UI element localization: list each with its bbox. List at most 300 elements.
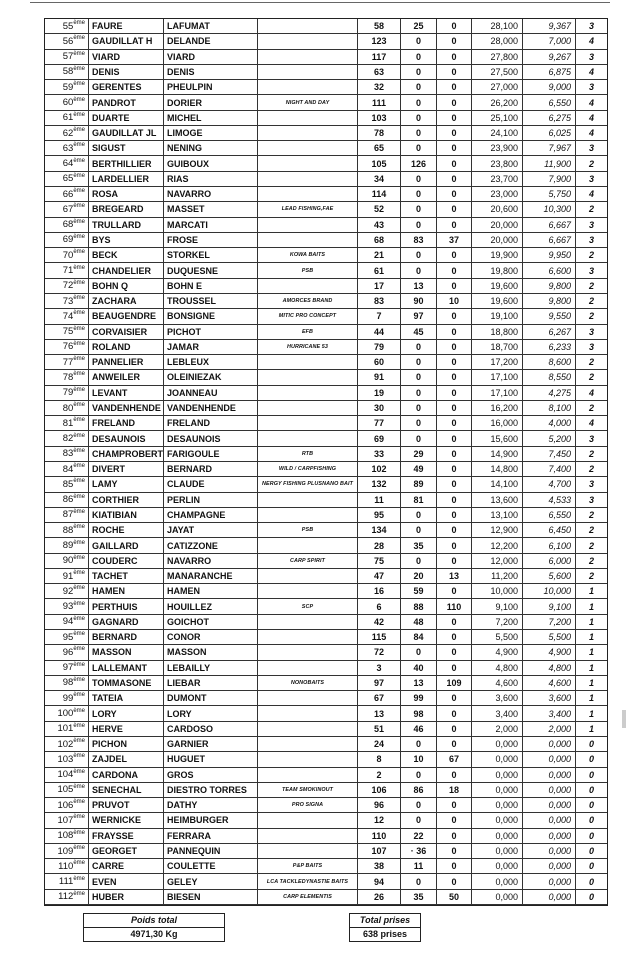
catch-c-cell: 18: [437, 783, 472, 798]
catch-a-cell: 13: [358, 706, 401, 721]
first-name-cell: DIESTRO TORRES: [164, 783, 258, 798]
team-cell: WILD / CARPFISHING: [258, 462, 358, 477]
weight-cell: 18,800: [472, 325, 523, 340]
rank-cell: [45, 172, 89, 187]
points-cell: 3: [576, 218, 607, 233]
average-cell: 3,400: [523, 706, 576, 721]
team-cell: AMORCES BRAND: [258, 294, 358, 309]
catch-b-cell: 0: [401, 874, 437, 889]
last-name-cell: HUBER: [89, 890, 164, 905]
rank-suffix: ème: [73, 371, 85, 378]
rank-number: 72: [62, 280, 74, 292]
catch-a-cell: 67: [358, 691, 401, 706]
average-cell: 6,875: [523, 65, 576, 80]
catch-a-cell: 17: [358, 279, 401, 294]
rank-suffix: ème: [73, 829, 85, 836]
rank-suffix: ème: [73, 35, 85, 42]
rank-cell: [45, 676, 89, 691]
weight-cell: 0,000: [472, 737, 523, 752]
team-cell: NIGHT AND DAY: [258, 95, 358, 110]
rank-cell: [45, 599, 89, 614]
catch-b-cell: 0: [401, 431, 437, 446]
rank-number: 70: [62, 249, 74, 261]
rank-suffix: ème: [73, 570, 85, 577]
rank-cell: [45, 309, 89, 324]
rank-suffix: ème: [73, 356, 85, 363]
last-name-cell: GAUDILLAT JL: [89, 126, 164, 141]
catch-c-cell: 0: [437, 34, 472, 49]
catch-a-cell: 60: [358, 355, 401, 370]
first-name-cell: JAMAR: [164, 340, 258, 355]
last-name-cell: HAMEN: [89, 584, 164, 599]
points-cell: 3: [576, 431, 607, 446]
rank-suffix: ème: [73, 615, 85, 622]
catch-a-cell: 103: [358, 111, 401, 126]
rank-cell: [45, 447, 89, 462]
catch-b-cell: 0: [401, 523, 437, 538]
last-name-cell: GAILLARD: [89, 538, 164, 553]
points-cell: 2: [576, 355, 607, 370]
catch-b-cell: 0: [401, 50, 437, 65]
points-cell: 1: [576, 615, 607, 630]
weight-cell: 17,200: [472, 355, 523, 370]
rank-number: 93: [62, 601, 74, 613]
team-cell: SCP: [258, 599, 358, 614]
last-name-cell: ANWEILER: [89, 370, 164, 385]
catch-b-cell: 0: [401, 172, 437, 187]
catch-c-cell: 0: [437, 874, 472, 889]
points-cell: 0: [576, 752, 607, 767]
last-name-cell: ROSA: [89, 187, 164, 202]
catch-b-cell: 0: [401, 263, 437, 278]
points-cell: 2: [576, 202, 607, 217]
catch-c-cell: 0: [437, 768, 472, 783]
rank-number: 112: [58, 891, 74, 903]
points-cell: 3: [576, 340, 607, 355]
total-catches-value: 638 prises: [362, 929, 408, 939]
team-cell: HURRICANE 53: [258, 340, 358, 355]
last-name-cell: LORY: [89, 706, 164, 721]
points-cell: 4: [576, 34, 607, 49]
rank-cell: [45, 340, 89, 355]
catch-b-cell: 81: [401, 493, 437, 508]
points-cell: 1: [576, 645, 607, 660]
rank-number: 69: [62, 234, 74, 246]
last-name-cell: CARDONA: [89, 768, 164, 783]
rank-number: 98: [62, 677, 74, 689]
rank-number: 105: [57, 784, 74, 796]
points-cell: 2: [576, 294, 607, 309]
catch-a-cell: 43: [358, 218, 401, 233]
last-name-cell: DESAUNOIS: [89, 431, 164, 446]
catch-c-cell: 0: [437, 19, 472, 34]
team-cell: [258, 508, 358, 523]
rank-cell: [45, 80, 89, 95]
first-name-cell: MASSON: [164, 645, 258, 660]
rank-cell: [45, 248, 89, 263]
rank-suffix: ème: [73, 172, 85, 179]
weight-cell: 4,800: [472, 661, 523, 676]
rank-cell: [45, 431, 89, 446]
average-cell: 7,900: [523, 172, 576, 187]
rank-suffix: ème: [73, 738, 85, 745]
weight-cell: 3,600: [472, 691, 523, 706]
total-weight-label: Poids total: [84, 914, 224, 928]
rank-cell: [45, 65, 89, 80]
points-cell: 1: [576, 722, 607, 737]
first-name-cell: CLAUDE: [164, 477, 258, 492]
catch-c-cell: 0: [437, 65, 472, 80]
average-cell: 11,900: [523, 156, 576, 171]
points-cell: 4: [576, 416, 607, 431]
rank-cell: [45, 401, 89, 416]
catch-a-cell: 33: [358, 447, 401, 462]
team-cell: [258, 355, 358, 370]
first-name-cell: STORKEL: [164, 248, 258, 263]
catch-c-cell: 0: [437, 80, 472, 95]
weight-cell: 4,600: [472, 676, 523, 691]
rank-cell: [45, 370, 89, 385]
average-cell: 9,550: [523, 309, 576, 324]
catch-b-cell: 59: [401, 584, 437, 599]
average-cell: 8,100: [523, 401, 576, 416]
average-cell: 7,450: [523, 447, 576, 462]
weight-cell: 0,000: [472, 844, 523, 859]
catch-a-cell: 51: [358, 722, 401, 737]
first-name-cell: BERNARD: [164, 462, 258, 477]
weight-cell: 12,200: [472, 538, 523, 553]
weight-cell: 24,100: [472, 126, 523, 141]
catch-a-cell: 34: [358, 172, 401, 187]
rank-number: 75: [62, 326, 74, 338]
rank-cell: [45, 569, 89, 584]
rank-cell: [45, 661, 89, 676]
rank-number: 76: [62, 341, 74, 353]
points-cell: 2: [576, 401, 607, 416]
catch-b-cell: 35: [401, 890, 437, 905]
points-cell: 3: [576, 19, 607, 34]
last-name-cell: HERVE: [89, 722, 164, 737]
rank-number: 89: [62, 540, 74, 551]
catch-c-cell: 0: [437, 156, 472, 171]
weight-cell: 0,000: [472, 874, 523, 889]
catch-c-cell: 0: [437, 95, 472, 110]
rank-cell: [45, 325, 89, 340]
rank-suffix: ème: [73, 631, 85, 638]
average-cell: 6,450: [523, 523, 576, 538]
points-cell: 2: [576, 569, 607, 584]
catch-c-cell: 0: [437, 126, 472, 141]
rank-number: 67: [62, 203, 74, 215]
first-name-cell: PERLIN: [164, 493, 258, 508]
last-name-cell: CORTHIER: [89, 493, 164, 508]
catch-c-cell: 0: [437, 309, 472, 324]
rank-number: 107: [57, 814, 74, 826]
rank-cell: [45, 783, 89, 798]
points-cell: 1: [576, 691, 607, 706]
points-cell: 3: [576, 141, 607, 156]
average-cell: 6,000: [523, 554, 576, 569]
points-cell: 2: [576, 508, 607, 523]
points-cell: 2: [576, 370, 607, 385]
team-cell: [258, 111, 358, 126]
catch-c-cell: 0: [437, 263, 472, 278]
rank-cell: [45, 218, 89, 233]
rank-suffix: ème: [73, 463, 85, 470]
rank-number: 86: [62, 494, 74, 506]
catch-b-cell: 84: [401, 630, 437, 645]
rank-number: 108: [57, 830, 74, 842]
catch-c-cell: 0: [437, 722, 472, 737]
points-cell: 0: [576, 859, 607, 874]
rank-cell: [45, 19, 89, 34]
catch-a-cell: 111: [358, 95, 401, 110]
catch-b-cell: 0: [401, 355, 437, 370]
weight-cell: 20,000: [472, 233, 523, 248]
catch-c-cell: 0: [437, 462, 472, 477]
average-cell: 4,000: [523, 416, 576, 431]
rank-suffix: ème: [73, 524, 85, 531]
catch-c-cell: 0: [437, 798, 472, 813]
first-name-cell: BOHN E: [164, 279, 258, 294]
last-name-cell: PRUVOT: [89, 798, 164, 813]
rank-number: 104: [57, 769, 74, 781]
points-cell: 4: [576, 126, 607, 141]
first-name-cell: FARIGOULE: [164, 447, 258, 462]
catch-b-cell: 0: [401, 218, 437, 233]
rank-cell: [45, 859, 89, 874]
last-name-cell: VIARD: [89, 50, 164, 65]
team-cell: [258, 722, 358, 737]
first-name-cell: BONSIGNE: [164, 309, 258, 324]
average-cell: 0,000: [523, 829, 576, 844]
weight-cell: 11,200: [472, 569, 523, 584]
weight-cell: 12,000: [472, 554, 523, 569]
rank-cell: [45, 813, 89, 828]
weight-cell: 19,900: [472, 248, 523, 263]
last-name-cell: TRULLARD: [89, 218, 164, 233]
catch-b-cell: 13: [401, 279, 437, 294]
average-cell: 6,233: [523, 340, 576, 355]
last-name-cell: LAMY: [89, 477, 164, 492]
catch-b-cell: 0: [401, 187, 437, 202]
weight-cell: 27,000: [472, 80, 523, 95]
weight-cell: 0,000: [472, 783, 523, 798]
rank-suffix: ème: [73, 890, 85, 897]
team-cell: [258, 661, 358, 676]
last-name-cell: FRELAND: [89, 416, 164, 431]
last-name-cell: ZACHARA: [89, 294, 164, 309]
first-name-cell: HAMEN: [164, 584, 258, 599]
team-cell: [258, 691, 358, 706]
catch-c-cell: 0: [437, 401, 472, 416]
first-name-cell: DATHY: [164, 798, 258, 813]
rank-cell: [45, 630, 89, 645]
team-cell: [258, 844, 358, 859]
weight-cell: 23,800: [472, 156, 523, 171]
rank-suffix: ème: [73, 386, 85, 393]
last-name-cell: ZAJDEL: [89, 752, 164, 767]
rank-cell: [45, 156, 89, 171]
team-cell: LEAD FISHING,FAE: [258, 202, 358, 217]
first-name-cell: LIEBAR: [164, 676, 258, 691]
first-name-cell: CONOR: [164, 630, 258, 645]
average-cell: 7,400: [523, 462, 576, 477]
rank-cell: [45, 706, 89, 721]
average-cell: 5,750: [523, 187, 576, 202]
average-cell: 9,800: [523, 279, 576, 294]
average-cell: 7,000: [523, 34, 576, 49]
catch-c-cell: 0: [437, 645, 472, 660]
last-name-cell: BEAUGENDRE: [89, 309, 164, 324]
catch-a-cell: 6: [358, 599, 401, 614]
weight-cell: 4,900: [472, 645, 523, 660]
weight-cell: 14,800: [472, 462, 523, 477]
last-name-cell: LALLEMANT: [89, 661, 164, 676]
rank-number: 88: [62, 524, 74, 536]
points-cell: 0: [576, 783, 607, 798]
average-cell: 9,367: [523, 19, 576, 34]
rank-cell: [45, 141, 89, 156]
last-name-cell: LARDELLIER: [89, 172, 164, 187]
team-cell: [258, 752, 358, 767]
catch-c-cell: 0: [437, 447, 472, 462]
first-name-cell: MICHEL: [164, 111, 258, 126]
catch-a-cell: 42: [358, 615, 401, 630]
points-cell: 0: [576, 737, 607, 752]
team-cell: [258, 630, 358, 645]
first-name-cell: COULETTE: [164, 859, 258, 874]
points-cell: 1: [576, 676, 607, 691]
catch-a-cell: 61: [358, 263, 401, 278]
team-cell: LCA TACKLEDYNASTIE BAITS: [258, 874, 358, 889]
rank-cell: [45, 202, 89, 217]
average-cell: 0,000: [523, 890, 576, 905]
points-cell: 2: [576, 309, 607, 324]
catch-b-cell: 0: [401, 554, 437, 569]
first-name-cell: PICHOT: [164, 325, 258, 340]
points-cell: 4: [576, 386, 607, 401]
last-name-cell: GAGNARD: [89, 615, 164, 630]
average-cell: 4,275: [523, 386, 576, 401]
average-cell: 6,667: [523, 233, 576, 248]
rank-suffix: ème: [73, 325, 85, 332]
rank-number: 81: [62, 417, 74, 429]
catch-b-cell: 0: [401, 340, 437, 355]
first-name-cell: CHAMPAGNE: [164, 508, 258, 523]
team-cell: P&P BAITS: [258, 859, 358, 874]
last-name-cell: LEVANT: [89, 386, 164, 401]
points-cell: 1: [576, 661, 607, 676]
catch-b-cell: 0: [401, 737, 437, 752]
team-cell: [258, 279, 358, 294]
points-cell: 3: [576, 493, 607, 508]
catch-a-cell: 132: [358, 477, 401, 492]
last-name-cell: BECK: [89, 248, 164, 263]
rank-number: 94: [62, 616, 74, 628]
average-cell: 4,533: [523, 493, 576, 508]
catch-a-cell: 94: [358, 874, 401, 889]
catch-b-cell: 0: [401, 80, 437, 95]
rank-suffix: ème: [73, 493, 85, 500]
catch-b-cell: 46: [401, 722, 437, 737]
catch-a-cell: 68: [358, 233, 401, 248]
average-cell: 4,800: [523, 661, 576, 676]
catch-a-cell: 28: [358, 538, 401, 553]
points-cell: 0: [576, 798, 607, 813]
rank-cell: [45, 752, 89, 767]
catch-b-cell: 90: [401, 294, 437, 309]
catch-a-cell: 105: [358, 156, 401, 171]
average-cell: 6,275: [523, 111, 576, 126]
weight-cell: 15,600: [472, 431, 523, 446]
rank-cell: [45, 874, 89, 889]
catch-b-cell: 99: [401, 691, 437, 706]
last-name-cell: SIGUST: [89, 141, 164, 156]
weight-cell: 3,400: [472, 706, 523, 721]
average-cell: 6,267: [523, 325, 576, 340]
average-cell: 6,025: [523, 126, 576, 141]
catch-c-cell: 50: [437, 890, 472, 905]
catch-c-cell: 0: [437, 141, 472, 156]
catch-b-cell: 29: [401, 447, 437, 462]
last-name-cell: WERNICKE: [89, 813, 164, 828]
average-cell: 6,550: [523, 95, 576, 110]
first-name-cell: LAFUMAT: [164, 19, 258, 34]
team-cell: [258, 65, 358, 80]
rank-number: 78: [62, 371, 74, 383]
team-cell: [258, 401, 358, 416]
first-name-cell: DESAUNOIS: [164, 431, 258, 446]
team-cell: [258, 233, 358, 248]
total-catches-label: Total prises: [350, 914, 420, 928]
catch-c-cell: 0: [437, 691, 472, 706]
points-cell: 2: [576, 248, 607, 263]
team-cell: [258, 813, 358, 828]
rank-cell: [45, 111, 89, 126]
catch-a-cell: 16: [358, 584, 401, 599]
last-name-cell: CORVAISIER: [89, 325, 164, 340]
last-name-cell: DIVERT: [89, 462, 164, 477]
first-name-cell: GOICHOT: [164, 615, 258, 630]
first-name-cell: DELANDE: [164, 34, 258, 49]
catch-b-cell: 89: [401, 477, 437, 492]
first-name-cell: NAVARRO: [164, 554, 258, 569]
weight-cell: 23,900: [472, 141, 523, 156]
first-name-cell: MARCATI: [164, 218, 258, 233]
catch-c-cell: 67: [437, 752, 472, 767]
catch-c-cell: 0: [437, 218, 472, 233]
catch-c-cell: 0: [437, 737, 472, 752]
team-cell: [258, 218, 358, 233]
rank-number: 109: [57, 845, 74, 857]
catch-a-cell: 83: [358, 294, 401, 309]
last-name-cell: DENIS: [89, 65, 164, 80]
rank-suffix: ème: [73, 96, 85, 103]
first-name-cell: RIAS: [164, 172, 258, 187]
rank-number: 77: [62, 356, 74, 368]
catch-c-cell: 0: [437, 111, 472, 126]
average-cell: 8,550: [523, 370, 576, 385]
rank-number: 111: [58, 876, 74, 888]
first-name-cell: LORY: [164, 706, 258, 721]
first-name-cell: HUGUET: [164, 752, 258, 767]
rank-cell: [45, 386, 89, 401]
team-cell: NERGY FISHING PLUSNANO BAIT: [258, 477, 358, 492]
team-cell: EFB: [258, 325, 358, 340]
points-cell: 2: [576, 447, 607, 462]
average-cell: 4,900: [523, 645, 576, 660]
